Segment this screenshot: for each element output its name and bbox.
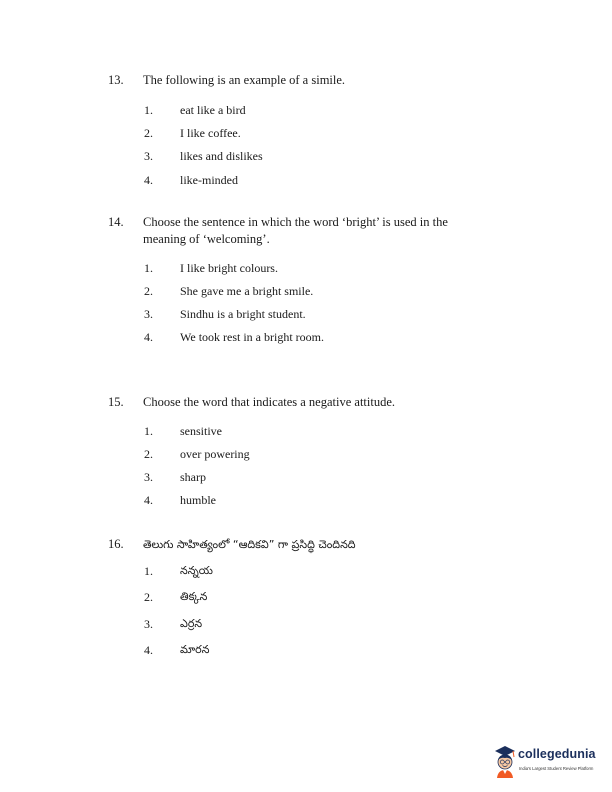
option-1	[0, 261, 612, 277]
question-text-line-1: Choose the sentence in which the word ‘bright’ is used in the	[143, 215, 448, 229]
option-text: మారన	[180, 643, 210, 656]
question-text: The following is an example of a simile.	[143, 73, 346, 87]
option-3	[0, 307, 612, 323]
option-text: I like coffee.	[180, 126, 241, 140]
question-number: 16.	[108, 537, 124, 551]
question-number: 15.	[108, 395, 124, 409]
option-number: 3.	[144, 307, 153, 321]
option-4	[0, 493, 612, 509]
option-number: 4.	[144, 330, 153, 344]
option-4	[0, 643, 612, 659]
option-text: Sindhu is a bright student.	[180, 307, 306, 321]
option-number: 4.	[144, 643, 153, 657]
option-number: 3.	[144, 470, 153, 484]
option-text: sharp	[180, 470, 206, 484]
option-3	[0, 470, 612, 486]
option-text: She gave me a bright smile.	[180, 284, 314, 298]
option-number: 1.	[144, 261, 153, 275]
option-number: 1.	[144, 564, 153, 578]
question-text: Choose the word that indicates a negative attitude.	[143, 395, 396, 409]
option-1	[0, 103, 612, 119]
option-2	[0, 590, 612, 606]
option-number: 2.	[144, 126, 153, 140]
option-number: 1.	[144, 424, 153, 438]
question-number: 14.	[108, 215, 124, 229]
option-text: I like bright colours.	[180, 261, 278, 275]
option-text: like-minded	[180, 173, 238, 187]
logo-wordmark: collegedunia	[518, 747, 596, 761]
option-number: 2.	[144, 447, 153, 461]
option-text: ఎర్రన	[180, 617, 203, 630]
option-1	[0, 564, 612, 580]
option-3	[0, 149, 612, 165]
option-number: 4.	[144, 493, 153, 507]
option-1	[0, 424, 612, 440]
option-text: eat like a bird	[180, 103, 246, 117]
option-number: 1.	[144, 103, 153, 117]
graduate-mascot-icon	[492, 744, 518, 780]
option-2	[0, 284, 612, 300]
option-4	[0, 173, 612, 189]
option-number: 4.	[144, 173, 153, 187]
collegedunia-logo	[492, 744, 612, 784]
option-3	[0, 617, 612, 633]
logo-tagline: India's Largest Student Review Platform	[519, 766, 594, 771]
option-number: 3.	[144, 617, 153, 631]
option-number: 3.	[144, 149, 153, 163]
option-text: నన్నయ	[180, 564, 213, 577]
option-text: తిక్కన	[180, 590, 208, 603]
option-number: 2.	[144, 284, 153, 298]
question-number: 13.	[108, 73, 124, 87]
option-text: over powering	[180, 447, 250, 461]
option-2	[0, 447, 612, 463]
option-text: likes and dislikes	[180, 149, 263, 163]
option-4	[0, 330, 612, 346]
question-text: తెలుగు సాహిత్యంలో “ఆదికవి” గా ప్రసిద్ధి చెందినది	[143, 538, 356, 551]
question-text-line-2: meaning of ‘welcoming’.	[143, 232, 270, 246]
option-2	[0, 126, 612, 142]
option-number: 2.	[144, 590, 153, 604]
option-text: sensitive	[180, 424, 222, 438]
option-text: humble	[180, 493, 216, 507]
option-text: We took rest in a bright room.	[180, 330, 325, 344]
